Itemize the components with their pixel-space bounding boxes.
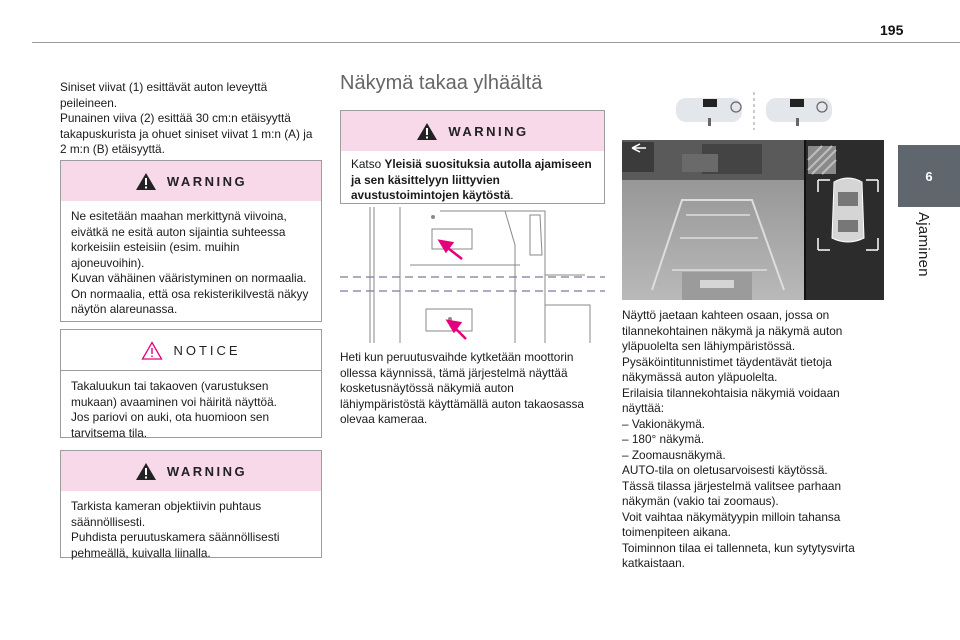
display-paragraph-2: Pysäköintitunnistimet täydentävät tietoja näkymässä auton yläpuolelta. xyxy=(622,354,832,384)
van-rear-illustration xyxy=(340,205,605,345)
display-paragraph-4: AUTO-tila on oletusarvoisesti käytössä. xyxy=(622,463,828,477)
camera-display-graphic xyxy=(622,140,884,300)
chapter-tab[interactable] xyxy=(898,145,960,207)
page-number: 195 xyxy=(880,22,904,38)
warning-box-3-header xyxy=(341,111,604,151)
warning-box-1-line-3: On normaalia, että osa rekisterikilvestä näkyy näytön alareunassa. xyxy=(71,286,309,316)
camera-display xyxy=(622,140,884,300)
warning-box-3-title: WARNING xyxy=(448,123,529,139)
display-paragraph-6: Voit vaihtaa näkymätyypin milloin tahansa toimenpiteen aikana. xyxy=(622,509,841,539)
view-mode-icons xyxy=(672,90,832,132)
warning-box-3-prefix: Katso xyxy=(351,157,385,171)
intro-paragraph-1: Siniset viivat (1) esittävät auton leveyttä peileineen. xyxy=(60,80,268,110)
zoom-view-icon xyxy=(766,98,832,126)
camera-description: Heti kun peruutusvaihde kytketään moottorin ollessa käynnissä, tämä järjestelmä näyttää kosketusnäytössä näkymiä auton lähiympäristöstä käyttämällä auton takaosassa olevaa kameraa. xyxy=(340,350,584,426)
warning-box-1-body xyxy=(61,201,321,326)
intro-paragraph-2: Punainen viiva (2) esittää 30 cm:n etäisyyttä takapuskurista ja ohuet siniset viivat 1 m:n (A) ja 2 m:n (B) etäisyyttä. xyxy=(60,111,313,156)
standard-view-icon xyxy=(676,98,742,126)
warning-triangle-icon xyxy=(135,172,157,191)
column-3-text xyxy=(622,308,872,572)
warning-box-1-title: WARNING xyxy=(166,173,248,189)
display-paragraph-1: Näyttö jaetaan kahteen osaan, jossa on tilannekohtainen näkymä ja näkymä auton yläpuolelta sen lähiympäristössä. xyxy=(622,308,843,353)
column-1-intro xyxy=(60,80,320,158)
warning-box-2-title: WARNING xyxy=(166,463,248,479)
warning-box-2-line-2: Puhdista peruutuskamera säännöllisesti pehmeällä, kuivalla liinalla. xyxy=(71,530,280,560)
notice-box-body xyxy=(61,371,321,449)
warning-box-3 xyxy=(340,110,605,204)
display-paragraph-7: Toiminnon tilaa ei tallenneta, kun sytytysvirta katkaistaan. xyxy=(622,540,855,570)
chapter-label: Ajaminen xyxy=(915,212,932,277)
section-heading: Näkymä takaa ylhäältä xyxy=(340,72,543,94)
warning-triangle-icon xyxy=(135,462,157,481)
warning-box-3-body xyxy=(341,151,604,212)
warning-triangle-icon xyxy=(416,122,438,141)
notice-box-title: NOTICE xyxy=(173,342,241,358)
view-list-item-2: – 180° näkymä. xyxy=(622,432,705,446)
header-divider xyxy=(32,42,960,43)
view-mode-icons-graphic xyxy=(672,90,832,132)
display-paragraph-5: Tässä tilassa järjestelmä valitsee parhaan näkymän (vakio tai zoomaus). xyxy=(622,478,842,508)
column-2-paragraph xyxy=(340,350,602,428)
warning-box-3-reference[interactable]: Yleisiä suosituksia autolla ajamiseen ja sen käsittelyyn liittyvien avustustoimintojen käytöstä xyxy=(351,157,592,202)
notice-box-header xyxy=(61,330,321,371)
warning-box-2 xyxy=(60,450,322,558)
warning-box-1 xyxy=(60,160,322,322)
view-list-item-1: – Vakionäkymä. xyxy=(622,416,706,431)
warning-box-2-line-1: Tarkista kameran objektiivin puhtaus säännöllisesti. xyxy=(71,499,262,529)
notice-box xyxy=(60,329,322,438)
warning-box-2-body xyxy=(61,491,321,569)
chapter-number: 6 xyxy=(925,168,933,184)
warning-box-3-suffix: . xyxy=(510,188,514,202)
display-paragraph-3: Erilaisia tilannekohtaisia näkymiä voidaan näyttää: xyxy=(622,385,840,415)
notice-line-2: Jos pariovi on auki, ota huomioon sen tarvitsema tila. xyxy=(71,410,270,440)
notice-triangle-icon xyxy=(141,341,163,360)
warning-box-1-line-2: Kuvan vähäinen vääristyminen on normaalia. xyxy=(71,271,307,285)
warning-box-2-header xyxy=(61,451,321,491)
van-rear-camera-illustration xyxy=(340,205,605,345)
warning-box-1-line-1: Ne esitetään maahan merkittynä viivoina, eivätkä ne esitä auton sijaintia suhteessa korkeisiin esteisiin (esim. muihin ajoneuvoihin). xyxy=(71,209,287,270)
warning-box-1-header xyxy=(61,161,321,201)
notice-line-1: Takaluukun tai takaoven (varustuksen mukaan) avaaminen voi häiritä näyttöä. xyxy=(71,379,277,409)
view-list-item-3: – Zoomausnäkymä. xyxy=(622,447,726,462)
